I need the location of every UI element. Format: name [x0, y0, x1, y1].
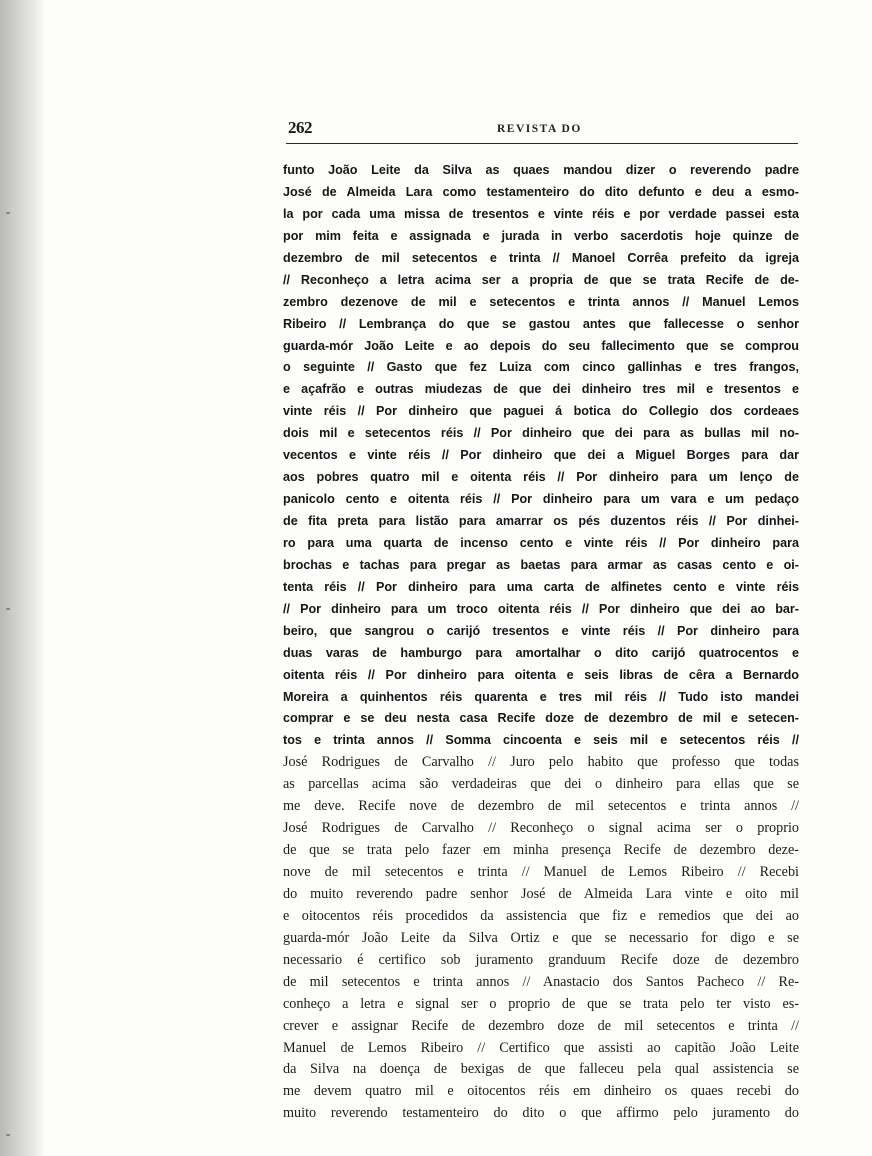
text-line: muito reverendo testamenteiro do dito o que affirmo pelo juramento do: [283, 1105, 799, 1122]
text-line: de mil setecentos e trinta annos // Anastacio dos Santos Pacheco // Re-: [283, 973, 799, 990]
text-line: // Por dinheiro para um troco oitenta réis // Por dinheiro que dei ao bar-: [283, 601, 799, 616]
text-line: Manuel de Lemos Ribeiro // Certifico que assisti ao capitão João Leite: [283, 1039, 799, 1056]
text-line: me deve. Recife nove de dezembro de mil setecentos e trinta annos //: [283, 798, 799, 815]
page-number: 262: [288, 118, 312, 137]
text-line: necessario é certifico sob juramento granduum Recife doze de dezembro: [283, 951, 799, 968]
text-line: de fita preta para listão para amarrar os pés duzentos réis // Por dinhei-: [283, 514, 799, 528]
text-line: la por cada uma missa de tresentos e vinte réis e por verdade passei esta: [283, 206, 799, 221]
text-line: e açafrão e outras miudezas de que dei dinheiro tres mil e tresentos e: [283, 382, 799, 397]
body-text: [283, 160, 799, 1125]
text-line: brochas e tachas para pregar as baetas para armar as casas cento e oi-: [283, 557, 799, 572]
text-line: // Reconheço a letra acima ser a propria de que se trata Recife de de-: [283, 272, 799, 287]
text-line: Ribeiro // Lembrança do que se gastou antes que fallecesse o senhor: [283, 316, 799, 331]
text-line: tenta réis // Por dinheiro para uma carta de alfinetes cento e vinte réis: [283, 579, 799, 594]
text-line: crever e assignar Recife de dezembro doze de mil setecentos e trinta //: [283, 1017, 799, 1034]
text-line: e oitocentos réis procedidos da assistencia que fiz e remedios que dei ao: [283, 907, 799, 924]
text-line: de que se trata pelo fazer em minha presença Recife de dezembro deze-: [283, 842, 799, 859]
text-line: duas varas de hamburgo para amortalhar o dito carijó quatrocentos e: [283, 645, 799, 660]
text-line: aos pobres quatro mil e oitenta réis // Por dinheiro para um lenço de: [283, 470, 799, 485]
header-rule: [286, 143, 798, 144]
gutter-speck: [6, 1134, 10, 1136]
text-line: por mim feita e assignada e jurada in verbo sacerdotis hoje quinze de: [283, 228, 799, 243]
text-line: José Rodrigues de Carvalho // Reconheço o signal acima ser o proprio: [283, 820, 799, 837]
text-line: tos e trinta annos // Somma cincoenta e seis mil e setecentos réis //: [283, 733, 799, 748]
text-line: comprar e se deu nesta casa Recife doze de dezembro de mil e setecen-: [283, 711, 799, 726]
text-line: do muito reverendo padre senhor José de Almeida Lara vinte e oito mil: [283, 885, 799, 902]
text-line: conheço a letra e signal ser o proprio de que se trata pelo ter visto es-: [283, 995, 799, 1012]
page-header: [286, 118, 800, 140]
text-line: beiro, que sangrou o carijó tresentos e vinte réis // Por dinheiro para: [283, 623, 799, 638]
book-gutter-shadow: [0, 0, 44, 1156]
text-line: guarda-mór João Leite e ao depois do seu fallecimento que se comprou: [283, 338, 799, 353]
text-line: guarda-mór João Leite da Silva Ortiz e que se necessario for digo e se: [283, 929, 799, 946]
gutter-speck: [6, 212, 10, 214]
text-line: vinte réis // Por dinheiro que paguei á botica do Collegio dos cordeaes: [283, 404, 799, 419]
running-title: REVISTA DO: [497, 123, 582, 135]
text-line: nove de mil setecentos e trinta // Manuel de Lemos Ribeiro // Recebi: [283, 864, 799, 880]
text-line: Moreira a quinhentos réis quarenta e tres mil réis // Tudo isto mandei: [283, 689, 799, 704]
gutter-speck: [6, 608, 10, 610]
text-line: vecentos e vinte réis // Por dinheiro que dei a Miguel Borges para dar: [283, 448, 799, 463]
text-line: dois mil e setecentos réis // Por dinheiro que dei para as bullas mil no-: [283, 426, 799, 441]
text-line: dezembro de mil setecentos e trinta // Manoel Corrêa prefeito da igreja: [283, 250, 799, 265]
text-line: da Silva na doença de bexigas de que falleceu pela qual assistencia se: [283, 1061, 799, 1078]
text-line: o seguinte // Gasto que fez Luiza com cinco gallinhas e tres frangos,: [283, 360, 799, 375]
text-line: oitenta réis // Por dinheiro para oitenta e seis libras de cêra a Bernardo: [283, 667, 799, 682]
text-line: José Rodrigues de Carvalho // Juro pelo habito que professo que todas: [283, 754, 799, 771]
text-line: as parcellas acima são verdadeiras que dei o dinheiro para ellas que se: [283, 776, 799, 793]
text-line: me devem quatro mil e oitocentos réis em dinheiro os quaes recebi do: [283, 1083, 799, 1100]
text-line: funto João Leite da Silva as quaes mandou dizer o reverendo padre: [283, 163, 799, 177]
text-line: José de Almeida Lara como testamenteiro do dito defunto e deu a esmo-: [283, 184, 799, 199]
text-line: ro para uma quarta de incenso cento e vinte réis // Por dinheiro para: [283, 535, 799, 550]
text-line: panicolo cento e oitenta réis // Por dinheiro para um vara e um pedaço: [283, 492, 799, 507]
text-line: zembro dezenove de mil e setecentos e trinta annos // Manuel Lemos: [283, 294, 799, 309]
